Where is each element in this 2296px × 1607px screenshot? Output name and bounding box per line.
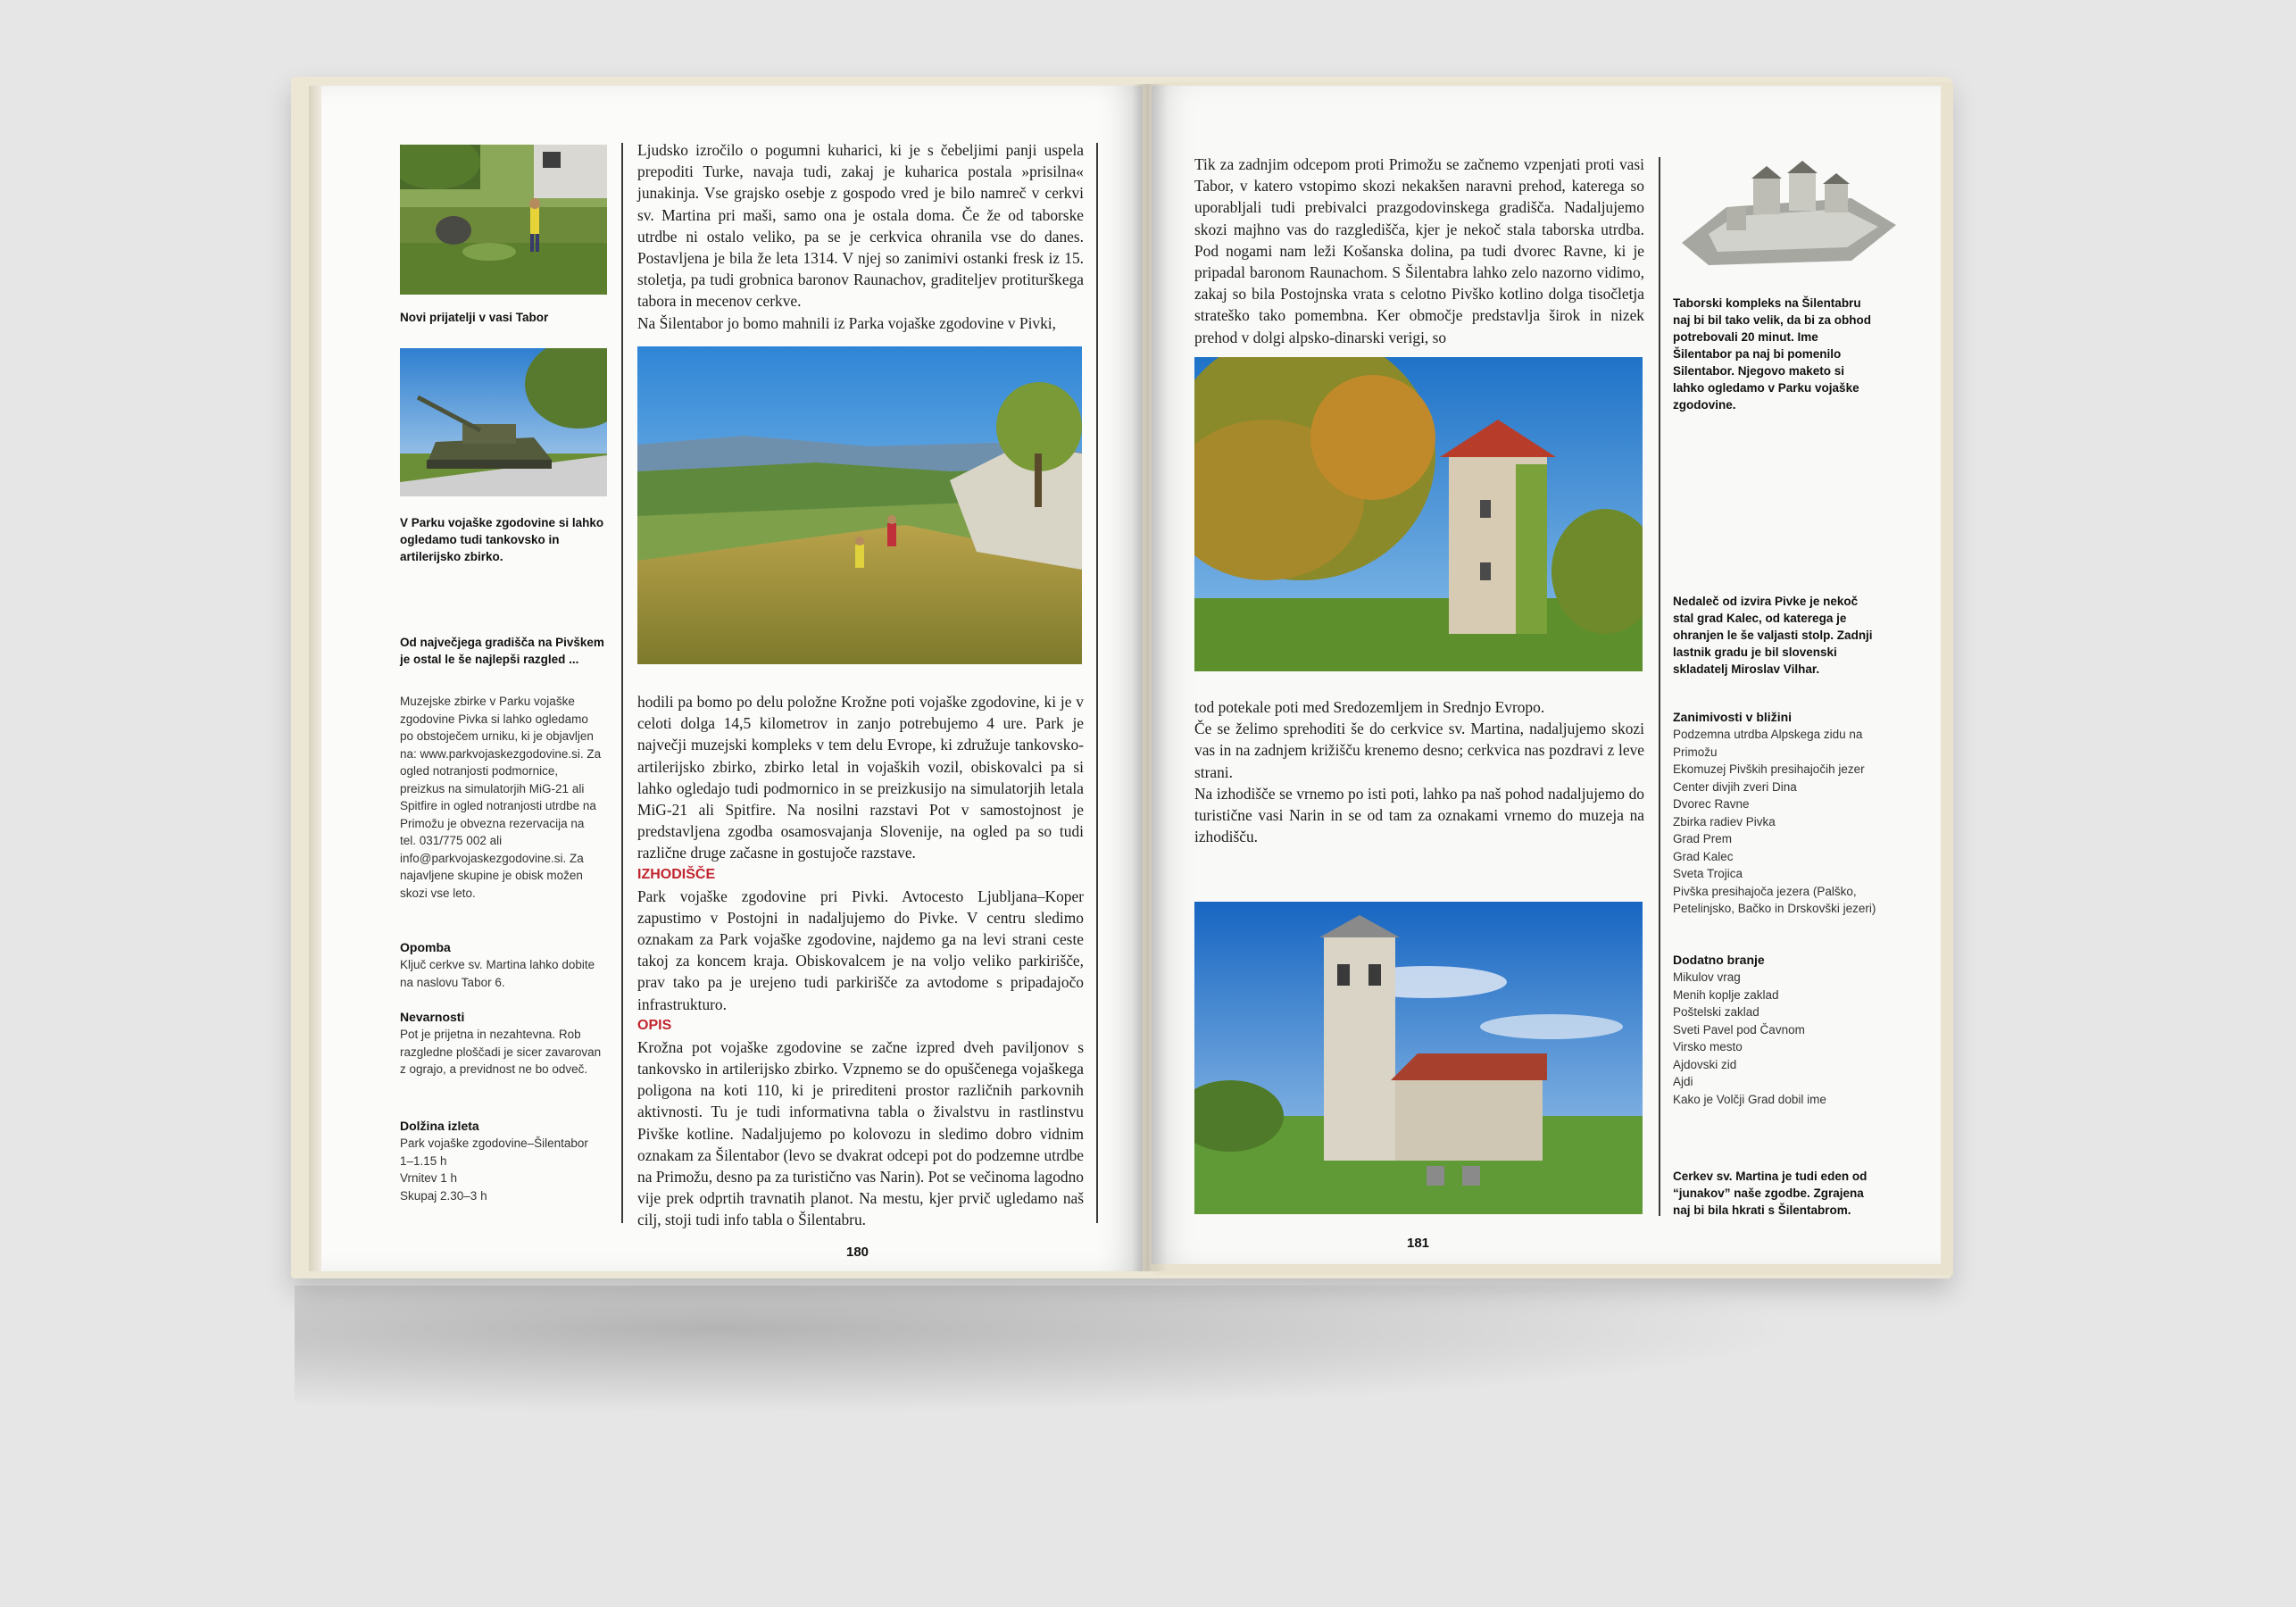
sidebar-nevarnosti <box>400 1009 603 1078</box>
dolzina-line: Park vojaške zgodovine–Šilentabor <box>400 1137 588 1150</box>
column-rule <box>1096 143 1098 1223</box>
zanimivosti-item: Zbirka radiev Pivka <box>1673 814 1776 828</box>
zanimivosti-item: Dvorec Ravne <box>1673 797 1750 811</box>
book-shadow <box>295 1286 1991 1428</box>
branje-list <box>1673 969 1880 1108</box>
sidebar-zanimivosti <box>1673 709 1880 918</box>
opomba-title: Opomba <box>400 940 451 954</box>
zanimivosti-title: Zanimivosti v bližini <box>1673 710 1793 724</box>
dolzina-line: Skupaj 2.30–3 h <box>400 1188 487 1203</box>
branje-item: Ajdovski zid <box>1673 1057 1737 1071</box>
left-para-1: Ljudsko izročilo o pogumni kuharici, ki je s čebeljimi panji uspela prepoditi Turke, navaja tudi, zakaj je kuharica postala »prisilna« junakinja. Vse grajsko osebje z gospodo vred je bilo namreč v cerkvi sv. Martina pri maši, samo ona je ostala doma. Če že od taborske utrdbe ni ostalo veliko, pa se je cerkvica ohranila vse do danes. Postavljena je bila že leta 1314. V njej so zanimivi ostanki fresk iz 15. stoletja, pa tudi grobnica baronov Raunachov, graditeljev protiturškega tabora in mecenov cerkve. <box>637 141 1084 311</box>
opis-text: Krožna pot vojaške zgodovine se začne izpred dveh paviljonov s tankovsko in artilerijsko zbirko. Vzpnemo se do opuščenega vojaškega poligona na koti 110, ki je prirediteni prostor različnih parkovnih aktivnosti. Tu je tudi informativna tabla o živalstvu in rastlinstvu Pivške kotline. Nadaljujemo po kolovozu in sledimo dobro vidnim oznakam za Šilentabor (levo se dvakrat odcepi pot do podzemne utrdbe na Primožu, desno pa za turistično vas Narin). Pot se večinoma lagodno vije prek odprtih travnatih planot. Na mestu, kjer prvič ugledamo naš cilj, stoji tudi info tabla o Šilentabru. <box>637 1037 1084 1229</box>
right-para-3: Če se želimo sprehoditi še do cerkvice sv. Martina, nadaljujemo skozi vas in na zadnjem križišču krenemo desno; cerkvica nas pozdravi z leve strani. <box>1194 720 1644 781</box>
photo-hikers-landscape <box>637 346 1082 664</box>
zanimivosti-item: Sveta Trojica <box>1673 867 1743 880</box>
branje-item: Poštelski zaklad <box>1673 1005 1759 1019</box>
opis-heading: OPIS <box>637 1017 672 1033</box>
sidebar-info: Muzejske zbirke v Parku vojaške zgodovine Pivka si lahko ogledamo po obstoječem urniku, ki je objavljen na: www.parkvojaskezgodovine.si. Za ogled notranjosti podmornice, preizkus na simulatorjih MiG-21 ali Spitfire in ogled notranjosti utrdbe na Primožu je obvezna rezervacija na tel. 031/775 002 ali info@parkvojaskezgodovine.si. Za najavljene skupine je obisk možen skozi vse leto. <box>400 695 602 900</box>
left-main-text-top <box>637 139 1084 334</box>
nevarnosti-text: Pot je prijetna in nezahtevna. Rob razgledne ploščadi je sicer zavarovan z ograjo, a previdnost ne bo odveč. <box>400 1028 602 1076</box>
caption-tabor-model: Taborski kompleks na Šilentabru naj bi bil tako velik, da bi za obhod potrebovali 20 minut. Ime Šilentabor pa naj bi pomenilo Silentabor. Njegovo maketo si lahko ogledamo v Parku vojaške zgodovine. <box>1673 296 1872 412</box>
zanimivosti-item: Grad Kalec <box>1673 849 1734 863</box>
branje-title: Dodatno branje <box>1673 953 1765 967</box>
column-rule <box>1659 157 1660 1216</box>
left-para-2: Na Šilentabor jo bomo mahnili iz Parka vojaške zgodovine v Pivki, <box>637 313 1056 332</box>
izhodisce-text: Park vojaške zgodovine pri Pivki. Avtocesto Ljubljana–Koper zapustimo v Postojni in nadaljujemo do Pivke. V centru sledimo oznakam za Park vojaške zgodovine, najdemo ga na levi strani ceste takoj za koncem kraja. Obiskovalcem je na voljo veliko parkirišče, prav tako pa je urejeno tudi parkirišče za avtodome s pripadajočo infrastrukturo. <box>637 887 1084 1013</box>
caption-tank: V Parku vojaške zgodovine si lahko ogledamo tudi tankovsko in artilerijsko zbirko. <box>400 516 604 563</box>
left-main-text-bottom <box>637 691 1084 1231</box>
right-para-2: tod potekale poti med Sredozemljem in Srednjo Evropo. <box>1194 698 1545 716</box>
branje-item: Kako je Volčji Grad dobil ime <box>1673 1092 1826 1106</box>
sidebar-branje <box>1673 952 1880 1108</box>
page-number-left: 180 <box>846 1245 869 1260</box>
zanimivosti-item: Grad Prem <box>1673 832 1733 845</box>
zanimivosti-item: Center divjih zveri Dina <box>1673 779 1797 794</box>
zanimivosti-list <box>1673 726 1880 918</box>
caption-kalec-tower: Nedaleč od izvira Pivke je nekoč stal grad Kalec, od katerega je ohranjen le še valjasti stolp. Zadnji lastnik gradu je bil slovenski skladatelj Miroslav Vilhar. <box>1673 595 1873 676</box>
zanimivosti-item: Pivška presihajoča jezera (Palško, Petelinjsko, Bačko in Drskovški jezeri) <box>1673 884 1876 915</box>
photo-kalec-tower <box>1194 357 1643 671</box>
column-rule <box>621 143 623 1223</box>
right-para-4: Na izhodišče se vrnemo po isti poti, lahko pa naš pohod nadaljujemo do turistične vasi Narin in se od tam za oznakami vrnemo do muzeja na izhodišču. <box>1194 784 1644 846</box>
right-main-text-top <box>1194 154 1644 348</box>
left-para-3: hodili pa bomo po delu položne Krožne poti vojaške zgodovine, ki je v celoti dolga 14,5 kilometrov in zanjo potrebujemo 4 ure. Park je največji muzejski kompleks v tem delu Evrope, ki združuje tankovsko-artilerijsko zbirko, zbirko letal in vojaških vozil, obiskovalci pa si lahko ogledajo tudi podmornico in se preizkusijo na simulatorjih letala MiG-21 ali Spitfire. Na nosilni razstavi Pot v samostojnost je predstavljena zgodba osamosvajanja Slovenije, na ogled pa so tudi različne druge začasne in gostujoče razstave. <box>637 693 1084 862</box>
dolzina-line: 1–1.15 h <box>400 1153 447 1168</box>
sidebar-quote: Od največjega gradišča na Pivškem je ostal le še najlepši razgled ... <box>400 636 604 666</box>
branje-item: Mikulov vrag <box>1673 970 1741 984</box>
right-para-1: Tik za zadnjim odcepom proti Primožu se začnemo vzpenjati proti vasi Tabor, v katero vstopimo skozi nekakšen naravni prehod, katerega so uporabljali tudi prebivalci prazgodovinskega gradišča. Nadaljujemo skozi majhno vas do razgledišča, kjer je nekoč stala taborska utrdba. Pod nogami nam leži Košanska dolina, pa tudi dvorec Ravne, ki je pripadal baronom Raunachom. S Šilentabra lahko zelo nazorno vidimo, zakaj so bila Postojnska vrata s celotno Pivško kotlino dolga tisočletja strateško tako pomembna. Ker območje predstavlja širok in nizek prehod v dolgi alpsko-dinarski verigi, so <box>1194 155 1644 346</box>
branje-item: Sveti Pavel pod Čavnom <box>1673 1022 1805 1037</box>
photo-tabor-model <box>1673 154 1907 286</box>
branje-item: Menih koplje zaklad <box>1673 987 1779 1002</box>
opomba-text: Ključ cerkve sv. Martina lahko dobite na naslovu Tabor 6. <box>400 958 595 989</box>
sidebar-dolzina <box>400 1118 603 1204</box>
zanimivosti-item: Podzemna utrdba Alpskega zidu na Primožu <box>1673 728 1863 759</box>
sidebar-opomba <box>400 939 603 991</box>
caption-church-martin: Cerkev sv. Martina je tudi eden od “junakov” naše zgodbe. Zgrajena naj bi bila hkrati s Šilentabrom. <box>1673 1170 1868 1217</box>
branje-item: Virsko mesto <box>1673 1040 1743 1053</box>
dolzina-title: Dolžina izleta <box>400 1119 479 1133</box>
caption-village-kids: Novi prijatelji v vasi Tabor <box>400 311 549 324</box>
photo-tank <box>400 348 607 496</box>
nevarnosti-title: Nevarnosti <box>400 1010 465 1024</box>
photo-church-martin <box>1194 902 1643 1214</box>
page-number-right: 181 <box>1407 1236 1430 1251</box>
branje-item: Ajdi <box>1673 1075 1693 1088</box>
izhodisce-heading: IZHODIŠČE <box>637 866 716 882</box>
right-main-text-bottom <box>1194 696 1644 847</box>
dolzina-line: Vrnitev 1 h <box>400 1171 458 1185</box>
zanimivosti-item: Ekomuzej Pivških presihajočih jezer <box>1673 762 1865 776</box>
photo-village-kids <box>400 145 607 295</box>
book-gutter <box>1132 84 1168 1271</box>
